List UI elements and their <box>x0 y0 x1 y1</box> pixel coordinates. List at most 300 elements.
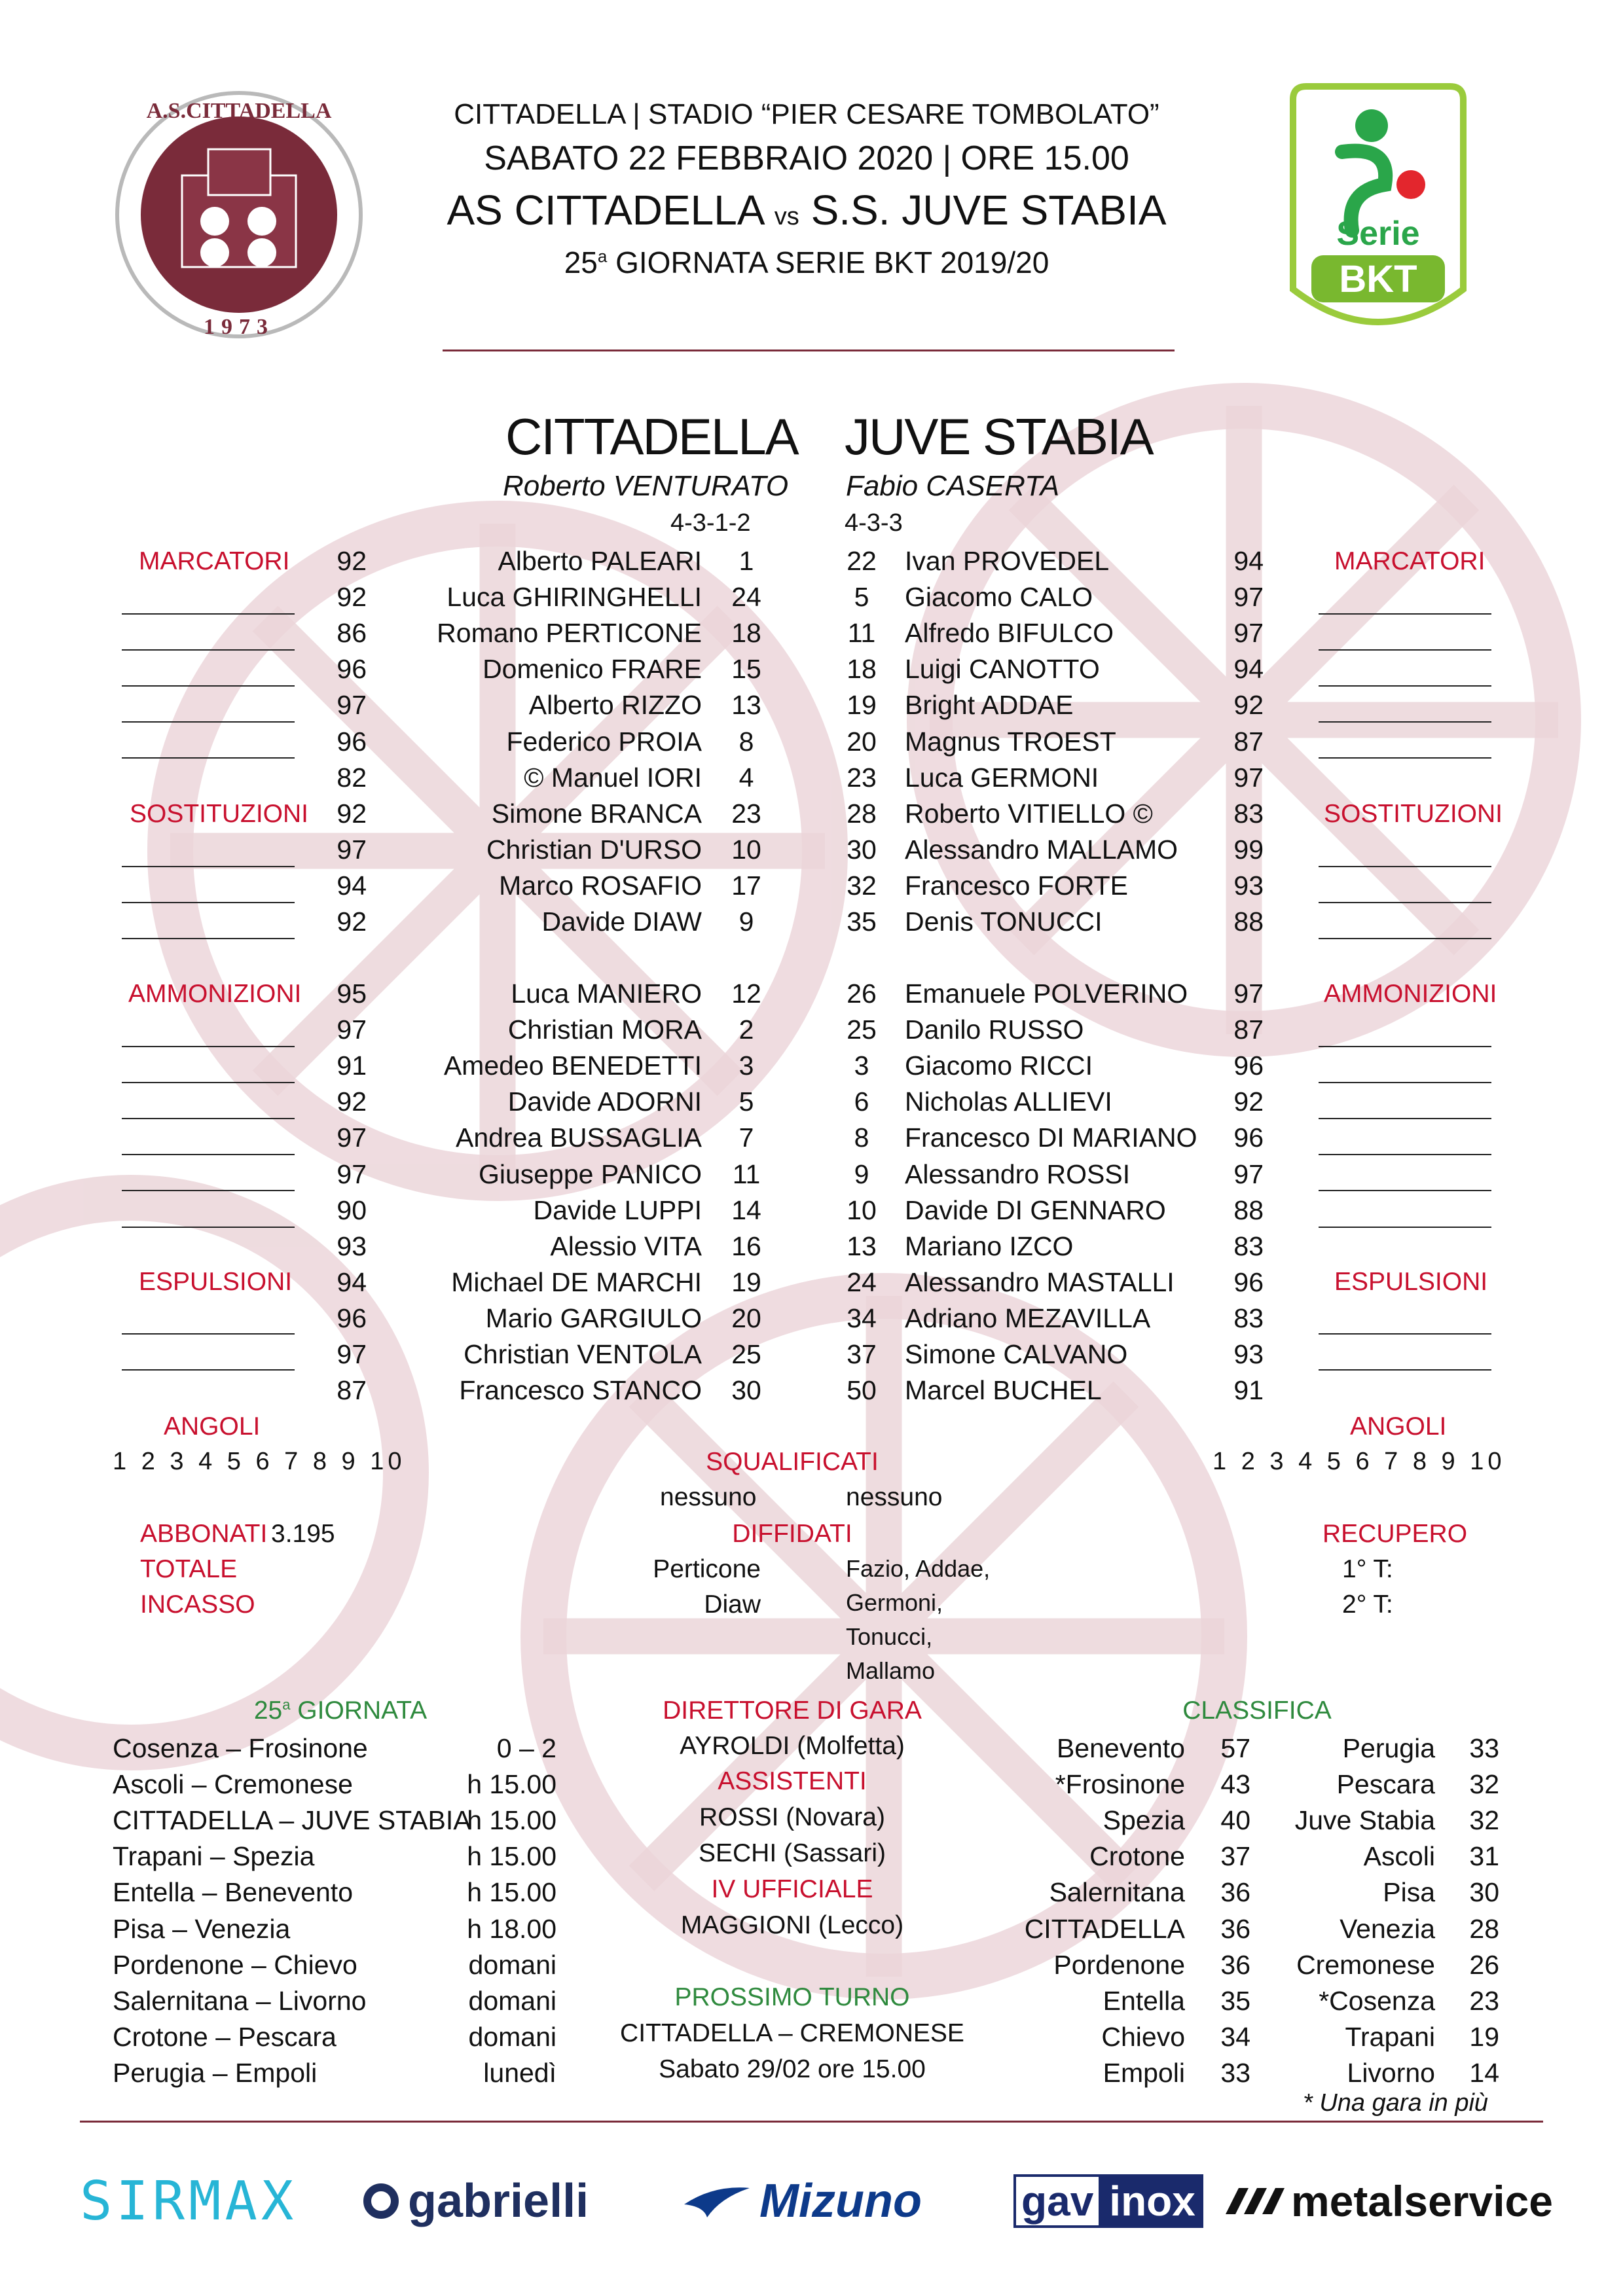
home-player-name: Christian MORA <box>507 1014 702 1045</box>
sponsor-gabrielli <box>363 2172 589 2231</box>
match-title <box>427 186 1186 234</box>
standings-points: 43 <box>1220 1769 1250 1799</box>
home-player-rating: 97 <box>337 1014 367 1045</box>
away-player-rating: 97 <box>1233 582 1264 612</box>
round-match-result: 0 – 2 <box>496 1733 556 1763</box>
away-write-line[interactable] <box>1319 649 1491 651</box>
away-player-number: 32 <box>847 870 877 901</box>
totale-label: TOTALE <box>140 1555 238 1583</box>
league-logo-bkt: BKT <box>1339 258 1417 300</box>
standings-points: 57 <box>1220 1733 1250 1763</box>
home-write-line[interactable] <box>122 757 295 759</box>
standings-team: Pescara <box>1336 1769 1435 1799</box>
standings-title: CLASSIFICA <box>1182 1696 1332 1725</box>
home-player-name: Christian VENTOLA <box>464 1339 702 1369</box>
away-module: 4-3-3 <box>845 509 903 537</box>
away-player-number: 20 <box>847 726 877 757</box>
round-match: Pordenone – Chievo <box>113 1950 357 1980</box>
home-player-name: Christian D'URSO <box>486 834 702 865</box>
fourth-official-label: IV UFFICIALE <box>711 1875 873 1903</box>
league-logo <box>1280 73 1476 348</box>
home-player-name: Davide ADORNI <box>507 1086 702 1117</box>
home-player-name: Davide DIAW <box>541 906 702 937</box>
standings-points: 32 <box>1469 1805 1499 1835</box>
standings-team: Salernitana <box>1049 1877 1185 1907</box>
away-player-number: 19 <box>847 690 877 720</box>
away-player-name: Mariano IZCO <box>905 1231 1074 1261</box>
standings-points: 36 <box>1220 1914 1250 1944</box>
home-ammonizioni-label: AMMONIZIONI <box>128 980 302 1008</box>
standings-team: Crotone <box>1089 1841 1185 1871</box>
away-player-name: Luca GERMONI <box>905 762 1099 793</box>
club-logo <box>110 77 369 352</box>
away-player-number: 50 <box>847 1375 877 1405</box>
home-write-line[interactable] <box>122 1369 295 1371</box>
home-player-number: 24 <box>731 582 761 612</box>
home-angoli-label: ANGOLI <box>164 1412 261 1441</box>
away-player-rating: 88 <box>1233 906 1264 937</box>
home-module: 4-3-1-2 <box>670 509 751 537</box>
home-player-name: Andrea BUSSAGLIA <box>455 1122 702 1153</box>
away-player-rating: 97 <box>1233 1159 1264 1189</box>
round-match-result: domani <box>468 1950 556 1980</box>
round-match-result: h 18.00 <box>467 1914 556 1944</box>
standings-team: Juve Stabia <box>1294 1805 1435 1835</box>
home-write-line[interactable] <box>122 1082 295 1083</box>
away-player-name: Magnus TROEST <box>905 726 1116 757</box>
home-player-name: Alessio VITA <box>550 1231 702 1261</box>
round-match-result: h 15.00 <box>467 1841 556 1871</box>
standings-points: 33 <box>1469 1733 1499 1763</box>
home-player-name: © Manuel IORI <box>524 762 702 793</box>
standings-team: Perugia <box>1342 1733 1435 1763</box>
vs-label: vs <box>774 203 799 230</box>
away-write-line[interactable] <box>1319 938 1491 939</box>
away-coach: Fabio CASERTA <box>846 470 1060 502</box>
round-match: Cosenza – Frosinone <box>113 1733 368 1763</box>
home-team-name: CITTADELLA <box>505 408 798 465</box>
home-player-number: 4 <box>739 762 754 793</box>
home-player-number: 8 <box>739 726 754 757</box>
home-player-rating: 97 <box>337 1122 367 1153</box>
home-player-name: Luca GHIRINGHELLI <box>447 582 702 612</box>
home-player-name: Federico PROIA <box>506 726 702 757</box>
home-player-rating: 97 <box>337 834 367 865</box>
home-player-rating: 94 <box>337 870 367 901</box>
round-sup: a <box>597 246 608 266</box>
home-write-line[interactable] <box>122 1333 295 1335</box>
away-write-line[interactable] <box>1319 1154 1491 1155</box>
home-player-rating: 92 <box>337 546 367 576</box>
home-write-line[interactable] <box>122 1154 295 1155</box>
standings-team: *Cosenza <box>1319 1986 1435 2016</box>
away-player-rating: 83 <box>1233 798 1264 829</box>
away-angoli-label: ANGOLI <box>1350 1412 1447 1441</box>
home-marcatori-label: MARCATORI <box>139 547 290 575</box>
away-write-line[interactable] <box>1319 1227 1491 1228</box>
home-write-line[interactable] <box>122 1118 295 1119</box>
home-player-rating: 92 <box>337 798 367 829</box>
home-player-rating: 97 <box>337 1159 367 1189</box>
home-player-name: Luca MANIERO <box>511 978 702 1009</box>
home-player-rating: 96 <box>337 726 367 757</box>
assistant-1: ROSSI (Novara) <box>699 1803 885 1831</box>
home-player-number: 1 <box>739 546 754 576</box>
away-player-rating: 83 <box>1233 1231 1264 1261</box>
home-player-rating: 93 <box>337 1231 367 1261</box>
home-player-number: 7 <box>739 1122 754 1153</box>
home-player-name: Romano PERTICONE <box>437 618 702 648</box>
standings-team: Empoli <box>1103 2058 1185 2088</box>
away-player-number: 8 <box>854 1122 869 1153</box>
home-player-name: Michael DE MARCHI <box>451 1267 702 1297</box>
round-match: Entella – Benevento <box>113 1877 353 1907</box>
standings-points: 32 <box>1469 1769 1499 1799</box>
away-player-number: 30 <box>847 834 877 865</box>
standings-points: 30 <box>1469 1877 1499 1907</box>
away-player-rating: 97 <box>1233 618 1264 648</box>
away-player-rating: 96 <box>1233 1050 1264 1081</box>
away-player-rating: 87 <box>1233 726 1264 757</box>
sponsor-gavinox <box>1013 2172 1203 2231</box>
standings-team: Pordenone <box>1053 1950 1185 1980</box>
away-marcatori-label: MARCATORI <box>1334 547 1486 575</box>
sponsor-mizuno-text: Mizuno <box>759 2175 922 2227</box>
next-match-date: Sabato 29/02 ore 15.00 <box>659 2055 926 2083</box>
round-match: Perugia – Empoli <box>113 2058 318 2088</box>
away-player-number: 18 <box>847 654 877 684</box>
home-player-number: 19 <box>731 1267 761 1297</box>
diffidati-home-2: Diaw <box>704 1590 761 1619</box>
standings-team: Spezia <box>1103 1805 1185 1835</box>
sponsor-mizuno <box>681 2172 922 2231</box>
away-player-rating: 88 <box>1233 1195 1264 1225</box>
home-angoli-numbers: 1 2 3 4 5 6 7 8 9 10 <box>113 1448 406 1475</box>
away-player-number: 25 <box>847 1014 877 1045</box>
home-write-line[interactable] <box>122 649 295 651</box>
home-coach: Roberto VENTURATO <box>503 470 789 502</box>
home-player-rating: 82 <box>337 762 367 793</box>
home-player-number: 14 <box>731 1195 761 1225</box>
away-write-line[interactable] <box>1319 1118 1491 1119</box>
away-write-line[interactable] <box>1319 902 1491 903</box>
footer-divider <box>80 2121 1543 2123</box>
away-player-name: Nicholas ALLIEVI <box>905 1086 1112 1117</box>
home-player-name: Amedeo BENEDETTI <box>443 1050 702 1081</box>
home-write-line[interactable] <box>122 866 295 867</box>
away-player-name: Simone CALVANO <box>905 1339 1128 1369</box>
standings-points: 36 <box>1220 1877 1250 1907</box>
diffidati-home-1: Perticone <box>653 1555 761 1583</box>
away-player-name: Giacomo CALO <box>905 582 1093 612</box>
home-player-name: Francesco STANCO <box>459 1375 702 1405</box>
sponsor-metalservice-text: metalservice <box>1291 2177 1553 2225</box>
home-player-number: 20 <box>731 1303 761 1333</box>
away-team-full: S.S. JUVE STABIA <box>811 187 1167 234</box>
away-angoli-numbers: 1 2 3 4 5 6 7 8 9 10 <box>1213 1448 1506 1475</box>
abbonati-value: 3.195 <box>271 1520 335 1548</box>
home-player-rating: 92 <box>337 1086 367 1117</box>
home-player-rating: 95 <box>337 978 367 1009</box>
away-player-name: Luigi CANOTTO <box>905 654 1100 684</box>
away-write-line[interactable] <box>1319 685 1491 687</box>
standings-note: * Una gara in più <box>1303 2089 1489 2117</box>
standings-team: Trapani <box>1345 2022 1435 2052</box>
away-write-line[interactable] <box>1319 866 1491 867</box>
home-player-rating: 97 <box>337 690 367 720</box>
away-write-line[interactable] <box>1319 757 1491 759</box>
round-match: Crotone – Pescara <box>113 2022 337 2052</box>
away-write-line[interactable] <box>1319 1369 1491 1371</box>
round-match-result: domani <box>468 2022 556 2052</box>
away-player-rating: 96 <box>1233 1122 1264 1153</box>
away-player-number: 23 <box>847 762 877 793</box>
round-match: Salernitana – Livorno <box>113 1986 367 2016</box>
away-write-line[interactable] <box>1319 1190 1491 1191</box>
round-match-result: h 15.00 <box>467 1877 556 1907</box>
standings-points: 31 <box>1469 1841 1499 1871</box>
sponsor-gabrielli-text: gabrielli <box>408 2175 589 2227</box>
standings-points: 40 <box>1220 1805 1250 1835</box>
standings-points: 35 <box>1220 1986 1250 2016</box>
home-write-line[interactable] <box>122 938 295 939</box>
home-write-line[interactable] <box>122 1046 295 1047</box>
home-player-rating: 92 <box>337 906 367 937</box>
standings-points: 33 <box>1220 2058 1250 2088</box>
home-player-number: 5 <box>739 1086 754 1117</box>
home-team-full: AS CITTADELLA <box>447 187 763 234</box>
away-player-number: 34 <box>847 1303 877 1333</box>
next-match-label: PROSSIMO TURNO <box>674 1983 910 2011</box>
home-player-number: 13 <box>731 690 761 720</box>
home-write-line[interactable] <box>122 1190 295 1191</box>
away-player-number: 6 <box>854 1086 869 1117</box>
league-logo-serie: Serie <box>1336 215 1420 253</box>
standings-points: 36 <box>1220 1950 1250 1980</box>
away-player-number: 28 <box>847 798 877 829</box>
diffidati-away-3: Tonucci, <box>846 1623 933 1650</box>
away-ammonizioni-label: AMMONIZIONI <box>1324 980 1497 1008</box>
away-player-rating: 91 <box>1233 1375 1264 1405</box>
away-player-name: Danilo RUSSO <box>905 1014 1084 1045</box>
header-divider <box>443 350 1175 351</box>
away-player-rating: 93 <box>1233 870 1264 901</box>
sponsor-gavinox-text-b: inox <box>1101 2174 1203 2228</box>
sponsor-metalservice <box>1226 2172 1553 2231</box>
away-player-number: 35 <box>847 906 877 937</box>
away-player-number: 10 <box>847 1195 877 1225</box>
away-player-name: Adriano MEZAVILLA <box>905 1303 1151 1333</box>
home-write-line[interactable] <box>122 902 295 903</box>
standings-team: Chievo <box>1101 2022 1185 2052</box>
home-player-rating: 94 <box>337 1267 367 1297</box>
away-espulsioni-label: ESPULSIONI <box>1334 1268 1488 1296</box>
standings-points: 26 <box>1469 1950 1499 1980</box>
standings-team: Pisa <box>1383 1877 1435 1907</box>
away-player-rating: 94 <box>1233 654 1264 684</box>
away-player-name: Marcel BUCHEL <box>905 1375 1102 1405</box>
home-player-rating: 91 <box>337 1050 367 1081</box>
standings-team: Cremonese <box>1296 1950 1435 1980</box>
date-line: SABATO 22 FEBBRAIO 2020 | ORE 15.00 <box>484 139 1129 177</box>
home-write-line[interactable] <box>122 1227 295 1228</box>
away-sostituzioni-label: SOSTITUZIONI <box>1324 800 1503 828</box>
away-player-name: Alessandro MASTALLI <box>905 1267 1175 1297</box>
home-player-rating: 92 <box>337 582 367 612</box>
standings-points: 14 <box>1469 2058 1499 2088</box>
away-player-rating: 83 <box>1233 1303 1264 1333</box>
away-player-name: Roberto VITIELLO © <box>905 798 1153 829</box>
recupero-second-half: 2° T: <box>1342 1590 1393 1619</box>
standings-points: 23 <box>1469 1986 1499 2016</box>
home-player-rating: 97 <box>337 1339 367 1369</box>
round-match-result: h 15.00 <box>467 1805 556 1835</box>
away-write-line[interactable] <box>1319 1046 1491 1047</box>
away-player-name: Alfredo BIFULCO <box>905 618 1114 648</box>
metalservice-logo-icon <box>1226 2185 1285 2217</box>
away-write-line[interactable] <box>1319 1333 1491 1335</box>
round-title-text: GIORNATA <box>290 1696 428 1725</box>
gabrielli-g-icon <box>363 2183 399 2219</box>
standings-points: 34 <box>1220 2022 1250 2052</box>
diffidati-away-4: Mallamo <box>846 1657 936 1684</box>
standings-team: Venezia <box>1340 1914 1435 1944</box>
standings-team: Benevento <box>1056 1733 1185 1763</box>
club-logo-year: 1973 <box>204 315 274 339</box>
abbonati-label: ABBONATI <box>140 1520 268 1548</box>
home-player-number: 25 <box>731 1339 761 1369</box>
round-match: Ascoli – Cremonese <box>113 1769 353 1799</box>
away-player-number: 37 <box>847 1339 877 1369</box>
standings-team: Livorno <box>1347 2058 1435 2088</box>
home-player-name: Mario GARGIULO <box>485 1303 702 1333</box>
incasso-label: INCASSO <box>140 1590 255 1619</box>
away-player-number: 26 <box>847 978 877 1009</box>
mizuno-runbird-icon <box>681 2181 753 2221</box>
home-player-rating: 96 <box>337 654 367 684</box>
round-number: 25 <box>564 245 598 279</box>
away-player-rating: 97 <box>1233 762 1264 793</box>
diffidati-away-2: Germoni, <box>846 1589 943 1616</box>
standings-points: 28 <box>1469 1914 1499 1944</box>
home-write-line[interactable] <box>122 613 295 615</box>
standings-team: *Frosinone <box>1055 1769 1185 1799</box>
standings-team: CITTADELLA <box>1024 1914 1185 1944</box>
away-player-rating: 93 <box>1233 1339 1264 1369</box>
sponsor-sirmax <box>80 2172 297 2231</box>
home-player-number: 9 <box>739 906 754 937</box>
home-player-rating: 90 <box>337 1195 367 1225</box>
round-match: Pisa – Venezia <box>113 1914 291 1944</box>
home-player-name: Simone BRANCA <box>491 798 702 829</box>
home-player-number: 30 <box>731 1375 761 1405</box>
away-player-rating: 97 <box>1233 978 1264 1009</box>
home-player-number: 23 <box>731 798 761 829</box>
home-player-number: 15 <box>731 654 761 684</box>
away-player-rating: 87 <box>1233 1014 1264 1045</box>
round-title-sup: a <box>282 1696 291 1713</box>
away-player-name: Alessandro ROSSI <box>905 1159 1131 1189</box>
home-player-name: Davide LUPPI <box>533 1195 702 1225</box>
squalificati-away: nessuno <box>846 1483 943 1511</box>
diffidati-away-1: Fazio, Addae, <box>846 1555 991 1582</box>
standings-points: 19 <box>1469 2022 1499 2052</box>
home-player-number: 12 <box>731 978 761 1009</box>
away-player-number: 9 <box>854 1159 869 1189</box>
home-player-number: 2 <box>739 1014 754 1045</box>
home-player-number: 11 <box>732 1159 761 1189</box>
round-matches-title <box>196 1696 484 1725</box>
away-team-name: JUVE STABIA <box>845 408 1153 465</box>
diffidati-label: DIFFIDATI <box>732 1520 852 1548</box>
away-player-rating: 99 <box>1233 834 1264 865</box>
standings-team: Ascoli <box>1363 1841 1435 1871</box>
home-write-line[interactable] <box>122 685 295 687</box>
home-player-name: Alberto PALEARI <box>498 546 702 576</box>
home-write-line[interactable] <box>122 721 295 723</box>
standings-team: Entella <box>1103 1986 1185 2016</box>
away-player-name: Denis TONUCCI <box>905 906 1103 937</box>
away-write-line[interactable] <box>1319 1082 1491 1083</box>
away-player-rating: 94 <box>1233 546 1264 576</box>
round-title-number: 25 <box>253 1696 283 1725</box>
home-player-name: Domenico FRARE <box>483 654 702 684</box>
away-player-name: Francesco DI MARIANO <box>905 1122 1197 1153</box>
fourth-official: MAGGIONI (Lecco) <box>680 1911 904 1939</box>
home-player-rating: 96 <box>337 1303 367 1333</box>
referee-label: DIRETTORE DI GARA <box>663 1696 922 1725</box>
away-player-number: 3 <box>854 1050 869 1081</box>
home-player-rating: 86 <box>337 618 367 648</box>
home-player-number: 17 <box>731 870 761 901</box>
squalificati-home: nessuno <box>660 1483 757 1511</box>
assistants-label: ASSISTENTI <box>718 1767 867 1795</box>
home-player-name: Marco ROSAFIO <box>499 870 702 901</box>
assistant-2: SECHI (Sassari) <box>698 1839 886 1867</box>
round-text: GIORNATA SERIE BKT 2019/20 <box>607 245 1049 279</box>
round-match-result: h 15.00 <box>467 1769 556 1799</box>
home-player-number: 18 <box>731 618 761 648</box>
round-line <box>427 245 1186 280</box>
club-logo-name: A.S.CITTADELLA <box>146 99 332 123</box>
sponsor-gavinox-text-a: gav <box>1013 2174 1101 2228</box>
round-match: Trapani – Spezia <box>113 1841 315 1871</box>
sponsor-sirmax-text: SIRMAX <box>80 2170 298 2233</box>
away-player-name: Emanuele POLVERINO <box>905 978 1188 1009</box>
away-player-number: 13 <box>847 1231 877 1261</box>
away-player-name: Bright ADDAE <box>905 690 1074 720</box>
recupero-first-half: 1° T: <box>1342 1555 1393 1583</box>
away-write-line[interactable] <box>1319 721 1491 723</box>
away-player-rating: 92 <box>1233 690 1264 720</box>
venue-line: CITTADELLA | STADIO “PIER CESARE TOMBOLATO” <box>454 98 1159 130</box>
away-player-name: Davide DI GENNARO <box>905 1195 1166 1225</box>
round-match: CITTADELLA – JUVE STABIA <box>113 1805 471 1835</box>
away-player-name: Alessandro MALLAMO <box>905 834 1178 865</box>
home-player-number: 16 <box>731 1231 761 1261</box>
away-player-number: 22 <box>847 546 877 576</box>
away-write-line[interactable] <box>1319 613 1491 615</box>
home-espulsioni-label: ESPULSIONI <box>139 1268 293 1296</box>
away-player-name: Giacomo RICCI <box>905 1050 1093 1081</box>
away-player-rating: 96 <box>1233 1267 1264 1297</box>
next-match: CITTADELLA – CREMONESE <box>620 2019 964 2047</box>
home-player-name: Giuseppe PANICO <box>478 1159 702 1189</box>
round-match-result: lunedì <box>483 2058 556 2088</box>
away-player-number: 11 <box>847 618 876 648</box>
home-player-rating: 87 <box>337 1375 367 1405</box>
away-player-rating: 92 <box>1233 1086 1264 1117</box>
